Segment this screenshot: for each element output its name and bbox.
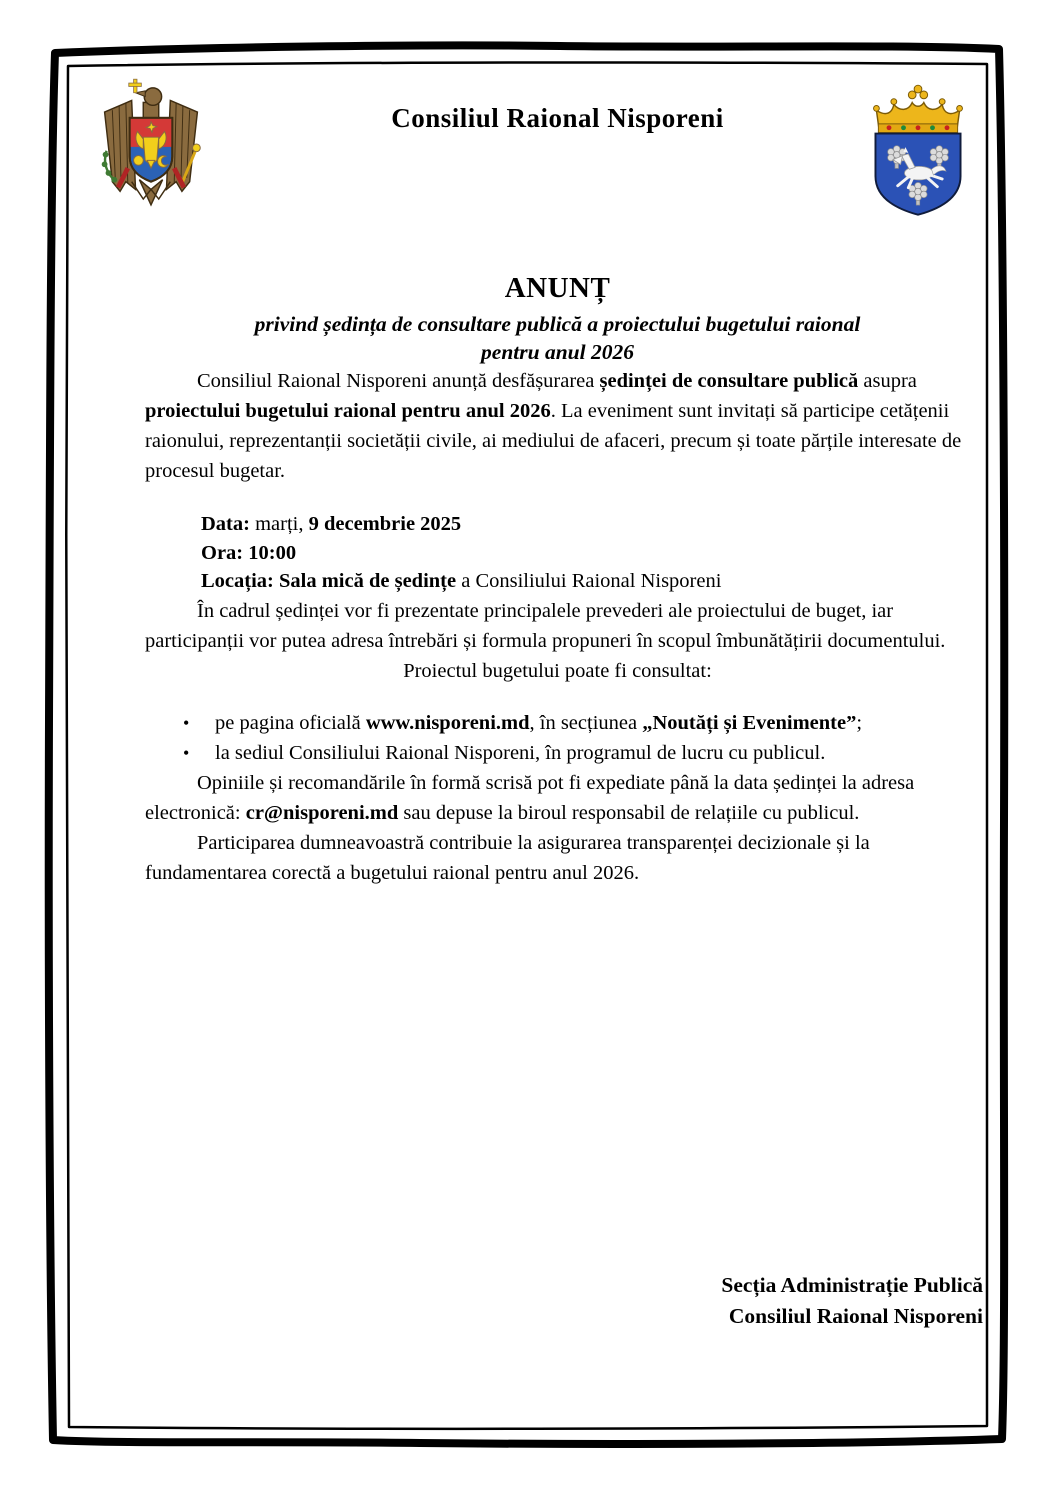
list-item-office: • la sediul Consiliului Raional Nisporeni, în programul de lucru cu publicul. xyxy=(145,738,970,768)
nisporeni-coat-of-arms-icon xyxy=(860,80,976,218)
document-body xyxy=(145,270,970,888)
email-address: cr@nisporeni.md xyxy=(245,801,399,824)
cross xyxy=(129,79,142,93)
bullet1-text-1: pe pagina oficială xyxy=(215,711,366,734)
signature-block xyxy=(483,1270,983,1332)
intro-text-1: Consiliul Raional Nisporeni anunță desfășurarea xyxy=(197,370,600,392)
crown-trefoil xyxy=(908,85,927,99)
meeting-time-line xyxy=(145,539,970,568)
announcement-title: ANUNȚ xyxy=(504,272,611,304)
consult-options-list xyxy=(145,708,970,768)
bullet1-text-2: , în secțiunea xyxy=(529,711,643,734)
moldova-coat-of-arms-icon xyxy=(93,74,209,212)
intro-bold-2: proiectului bugetului raional pentru anul 2026 xyxy=(145,400,551,422)
bullet1-text-3: ; xyxy=(856,711,863,734)
intro-bold-1: ședinței de consultare publică xyxy=(599,370,859,392)
intro-text-3: . La eveniment sunt invitați să participe cetățenii raionului, reprezentanții societății civile, ai mediului de afaceri, precum și toate părțile interesate de procesul bugetar. xyxy=(145,400,962,482)
location-rest: a Consiliului Raional Nisporeni xyxy=(456,570,722,592)
website-url: www.nisporeni.md xyxy=(365,711,530,734)
signature-department: Secția Administrație Publică xyxy=(721,1273,983,1297)
announcement-subtitle xyxy=(145,310,970,366)
meeting-date-line xyxy=(145,510,970,539)
time-value: Ora: 10:00 xyxy=(201,541,297,564)
subtitle-line-2: pentru anul 2026 xyxy=(481,340,634,364)
feedback-paragraph xyxy=(145,768,970,828)
feedback-text-2: sau depuse la biroul responsabil de relațiile cu publicul. xyxy=(398,801,860,824)
intro-text-2: asupra xyxy=(858,370,917,392)
intro-paragraph xyxy=(145,366,970,486)
agenda-paragraph: În cadrul ședinței vor fi prezentate principalele prevederi ale proiectului de buget, iar participanții vor putea adresa întrebări și formula propuneri în scopul îmbunătățirii documentului. xyxy=(145,599,946,652)
list-item-website xyxy=(145,708,970,738)
feedback-text-1: Opiniile și recomandările în formă scrisă pot fi expediate până la data ședinței la adresa electronică: xyxy=(145,771,915,824)
organization-title: Consiliul Raional Nisporeni xyxy=(391,103,724,133)
closing-paragraph: Participarea dumneavoastră contribuie la asigurarea transparenței decizionale și la fundamentarea corectă a bugetului raional pentru anul 2026. xyxy=(145,831,870,884)
consult-heading: Proiectul bugetului poate fi consultat: xyxy=(403,659,712,682)
website-section: „Noutăți și Evenimente” xyxy=(642,711,857,734)
date-value: 9 decembrie 2025 xyxy=(308,513,462,535)
location-value: Locația: Sala mică de ședințe xyxy=(201,570,457,592)
meeting-location-line xyxy=(145,567,970,596)
meeting-details xyxy=(145,510,970,596)
subtitle-line-1: privind ședința de consultare publică a proiectului bugetului raional xyxy=(254,312,861,336)
signature-organization: Consiliul Raional Nisporeni xyxy=(728,1304,983,1328)
date-weekday: marți, xyxy=(249,513,309,535)
date-label: Data: xyxy=(201,513,250,535)
